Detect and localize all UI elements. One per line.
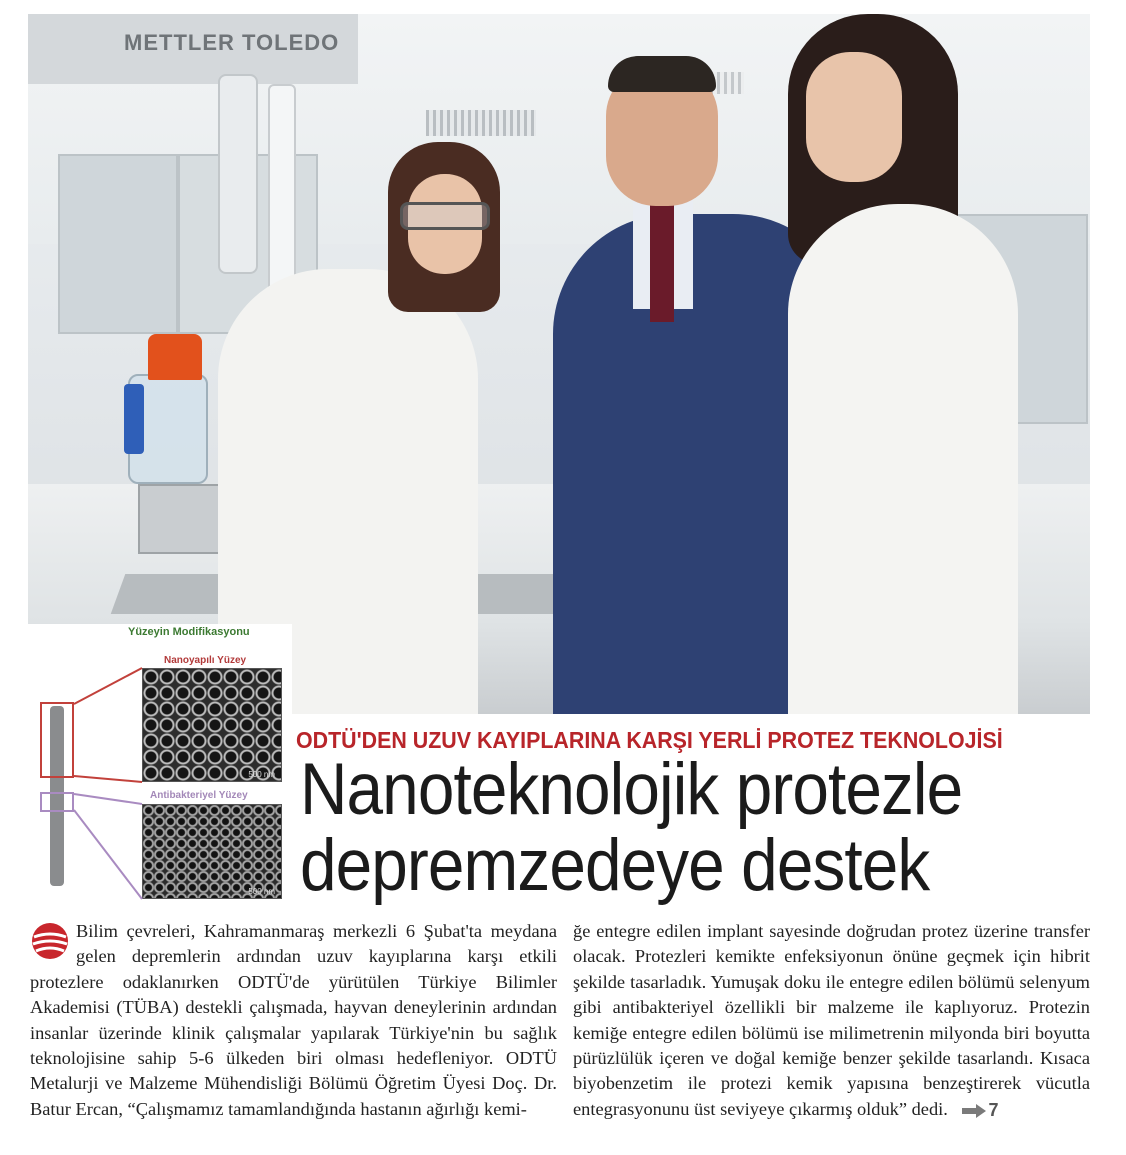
scale-bar-label: 500 nm [248,887,275,896]
column-2-text: ğe entegre edilen implant sayesinde doğrudan protez üzerine transfer olacak. Protezleri kemikte enfeksiyonun önüne geçmek için hibrit şekilde tasarladık. Yumuşak doku ile entegre edilen bölümü selenyum gibi antibakteriyel özellikli bir malzeme ile kaplıyoruz. Protezin kemiğe entegre edilen bölümü ise milimetrenin milyonda biri boyutta pürüzlülük içeren ve doğal kemiğe benzer şekilde tasarlandı. Kısaca biyobenzetim ile protezi kemik yapısına benzeştirerek vücutla entegrasyonunu üst seviyeye çıkarmış olduk” dedi. [573,921,1090,1119]
diagram-title: Yüzeyin Modifikasyonu [128,626,250,638]
connector-lines [28,624,292,902]
scale-bar-label: 500 nm [248,770,275,779]
surface-modification-diagram [28,624,292,902]
lab-photo [28,14,1090,714]
antibacterial-surface-label: Antibakteriyel Yüzey [150,790,248,801]
headline-line-1: Nanoteknolojik protezle [300,749,963,830]
ceiling-vent [426,110,536,136]
headline [300,749,1011,906]
glass-cabinet [58,154,178,334]
headline-line-2: depremzedeye destek [300,825,930,906]
article-column-1 [30,919,557,1122]
safety-glasses [400,202,490,230]
column-1-text: Bilim çevreleri, Kahramanmaraş merkezli 6 Şubat'ta meydana gelen depremlerin ardından uzuv kayıplarına karşı etkili protezlere odaklanırken ODTÜ'de yürütülen Türkiye Bilimler Akademisi (TÜBA) destekli çalışmada, hayvan deneylerinin ardından insanlar üzerinde klinik çalışmalar yapılarak Türkiye'nin bu sağlık teknolojisine sahip 5-6 ülkeden biri olması hedefleniyor. ODTÜ Metalurji ve Malzeme Mühendisliği Bölümü Öğretim Üyesi Doç. Dr. Batur Ercan, “Çalışmamız tamamlandığında hastanın ağırlığı kemi- [30,921,557,1119]
bottle-cap [148,334,202,380]
researcher-right-coat [788,204,1018,714]
researcher-center-hair [608,56,716,92]
glove [124,384,144,454]
arrow-right-icon [960,1103,988,1119]
instrument-arm [218,74,258,274]
equipment-brand: METTLER TOLEDO [124,30,340,55]
article-column-2 [573,919,1090,1123]
continued-page-number: 7 [988,1099,999,1120]
researcher-center-tie [650,192,674,322]
nanostructured-surface-label: Nanoyapılı Yüzey [164,655,247,666]
kicker: ODTÜ'DEN UZUV KAYIPLARINA KARŞI YERLİ PROTEZ TEKNOLOJİSİ [296,727,1003,753]
researcher-right-face [806,52,902,182]
newspaper-globe-logo-icon [30,921,70,961]
instrument-hood [28,14,358,84]
